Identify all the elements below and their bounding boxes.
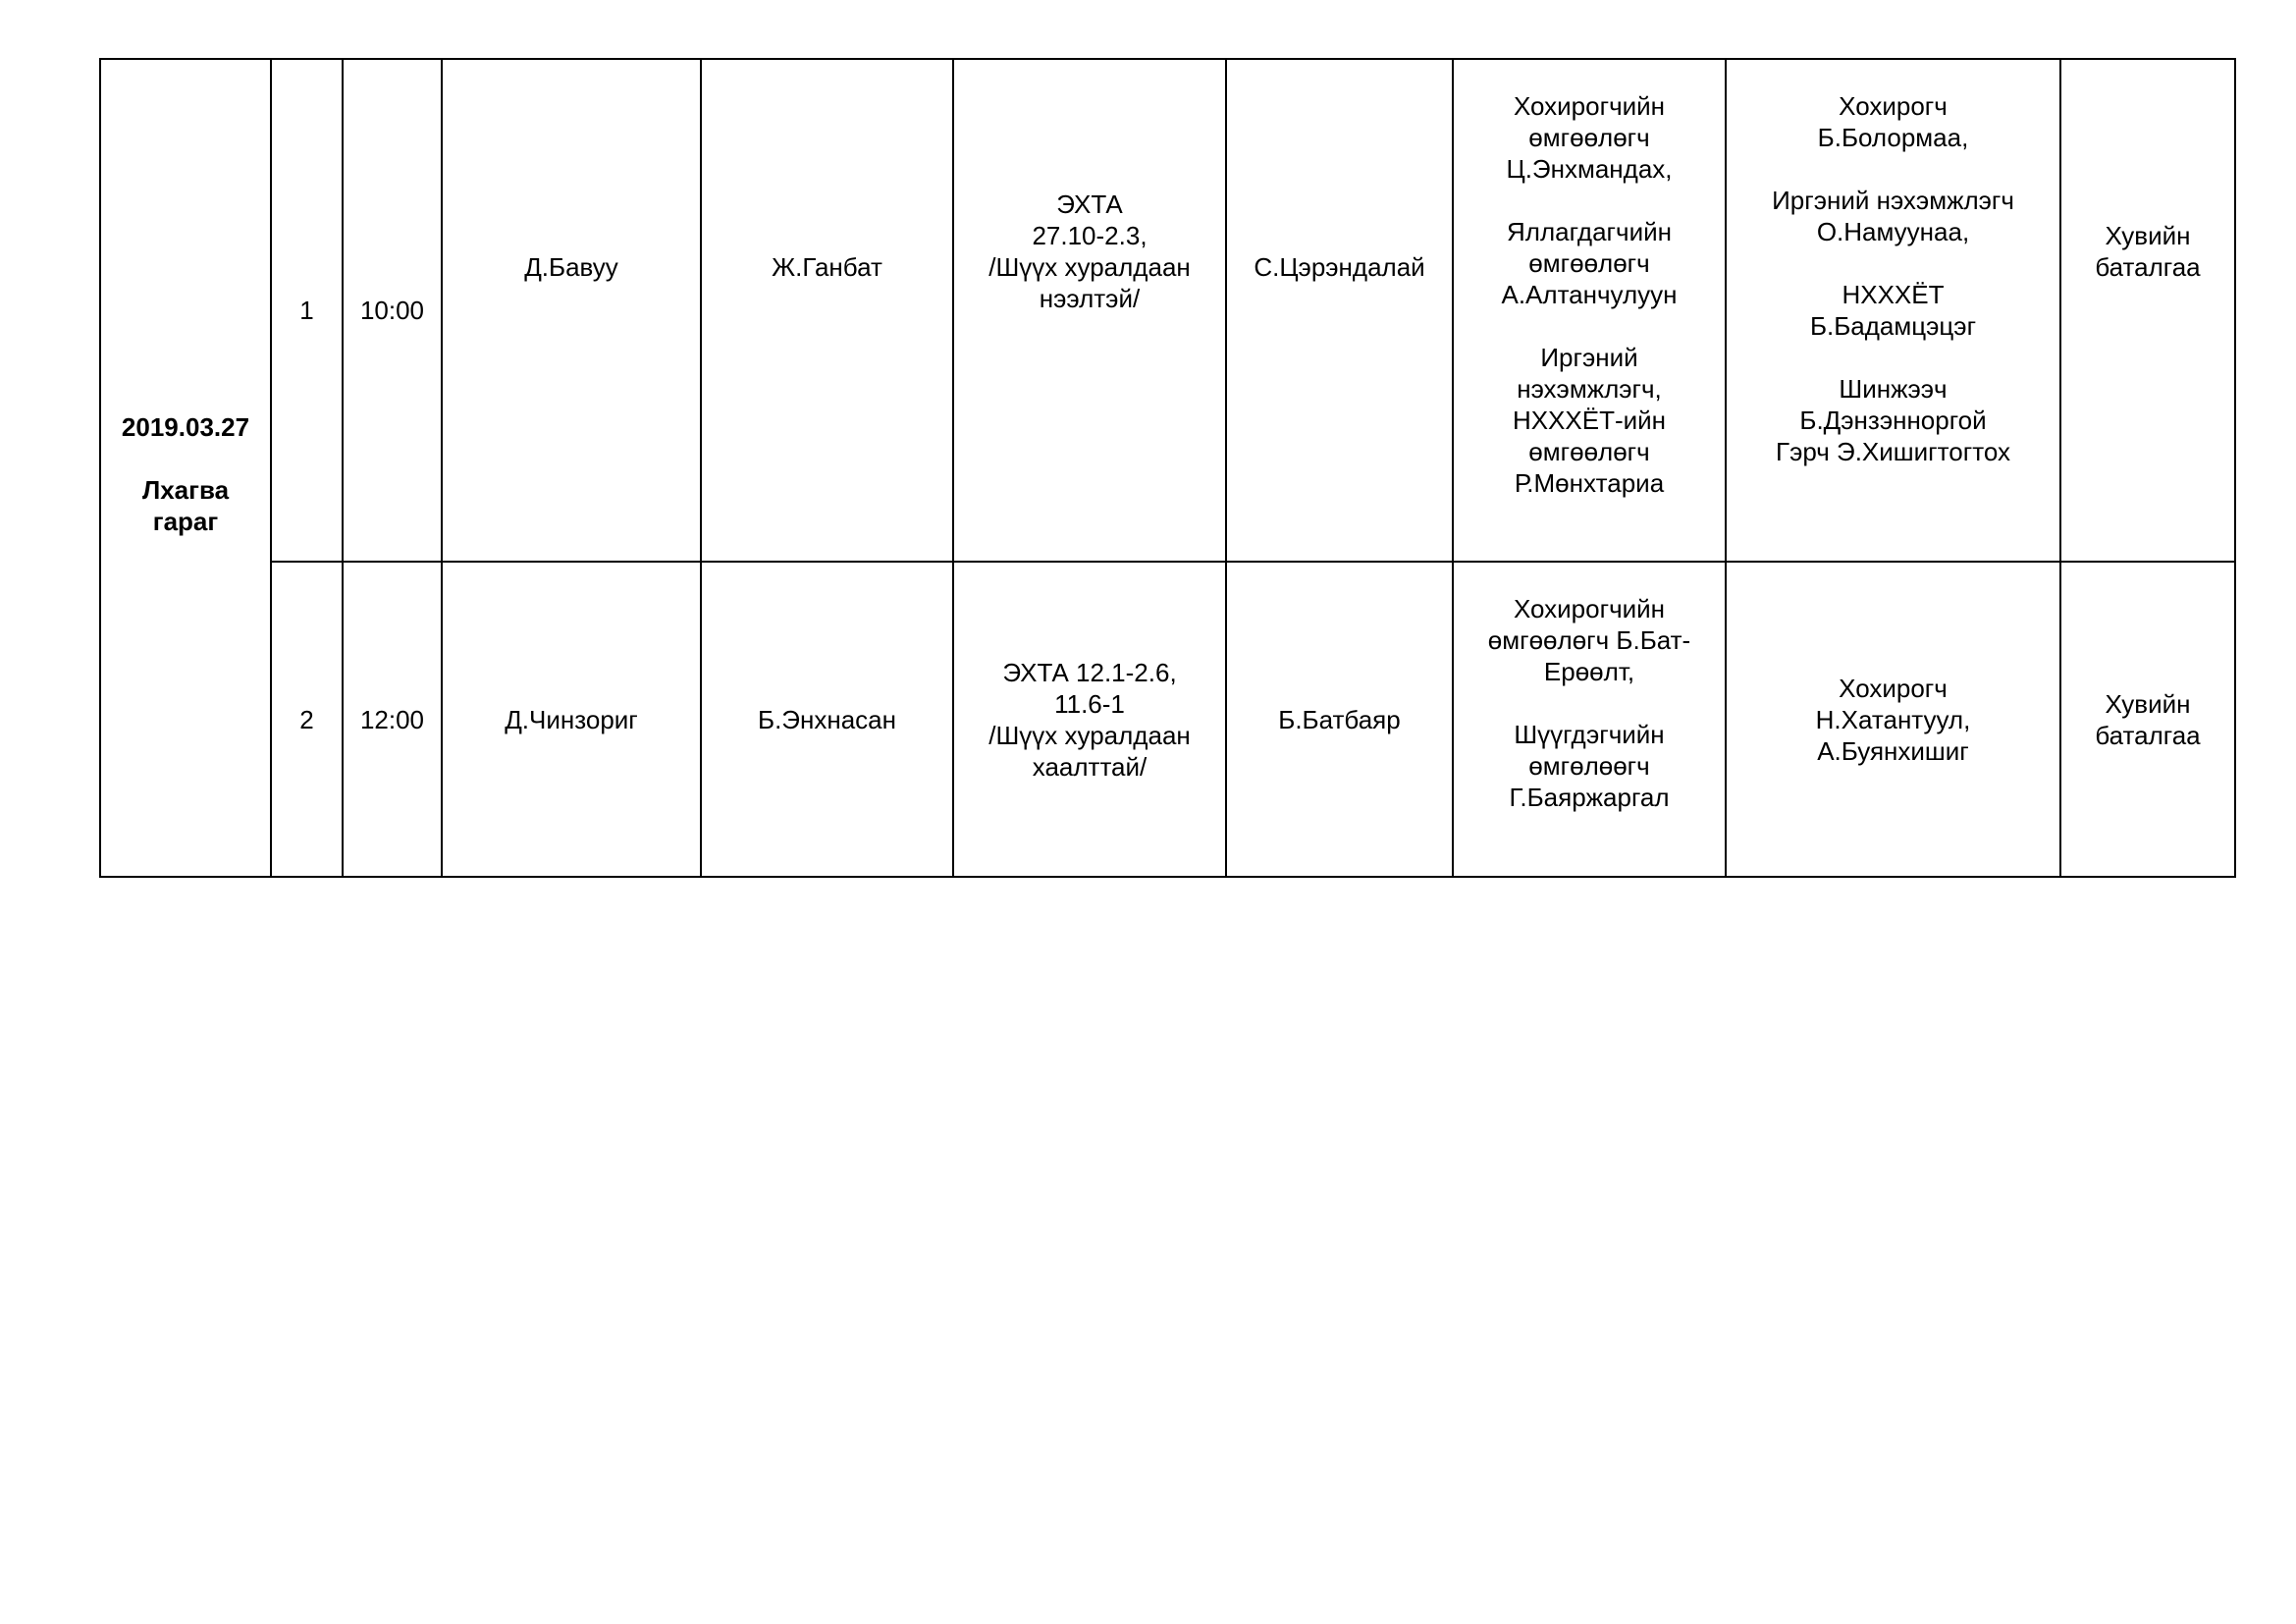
article-cell: ЭХТА 12.1-2.6, 11.6-1 /Шүүх хуралдаан хаалттай/ [953, 562, 1226, 877]
judge-cell: Д.Чинзориг [442, 562, 701, 877]
advocates-cell: Хохирогчийн өмгөөлөгч Б.Бат- Ерөөлт, Шүүгдэгчийн өмгөлөөгч Г.Баяржаргал [1453, 562, 1726, 877]
judge-cell: Д.Бавуу [442, 59, 701, 562]
party-cell: Б.Энхнасан [701, 562, 953, 877]
table-row [100, 59, 2235, 562]
time-cell: 12:00 [343, 562, 442, 877]
participants-cell: Хохирогч Н.Хатантуул, А.Буянхишиг [1726, 562, 2060, 877]
party-cell: Ж.Ганбат [701, 59, 953, 562]
prosecutor-cell: С.Цэрэндалай [1226, 59, 1453, 562]
table-row [100, 562, 2235, 877]
hearing-date-cell [100, 59, 271, 877]
prosecutor-cell: Б.Батбаяр [1226, 562, 1453, 877]
hearing-date: 2019.03.27 [121, 411, 250, 442]
participants-cell: Хохирогч Б.Болормаа, Иргэний нэхэмжлэгч О.Намуунаа, НХХХЁТ Б.Бадамцэцэг Шинжээч Б.Дэнзэнноргой Гэрч Э.Хишигтогтох [1726, 59, 2060, 562]
hearing-weekday: Лхагва гараг [141, 474, 230, 536]
measure-cell: Хувийн баталгаа [2060, 562, 2235, 877]
hearing-schedule-table [99, 58, 2236, 878]
time-cell: 10:00 [343, 59, 442, 562]
row-number-cell: 1 [271, 59, 343, 562]
measure-cell: Хувийн баталгаа [2060, 59, 2235, 562]
row-number-cell: 2 [271, 562, 343, 877]
advocates-cell: Хохирогчийн өмгөөлөгч Ц.Энхмандах, Яллагдагчийн өмгөөлөгч А.Алтанчулуун Иргэний нэхэмжлэгч, НХХХЁТ-ийн өмгөөлөгч Р.Мөнхтариа [1453, 59, 1726, 562]
article-cell: ЭХТА 27.10-2.3, /Шүүх хуралдаан нээлтэй/ [953, 59, 1226, 562]
